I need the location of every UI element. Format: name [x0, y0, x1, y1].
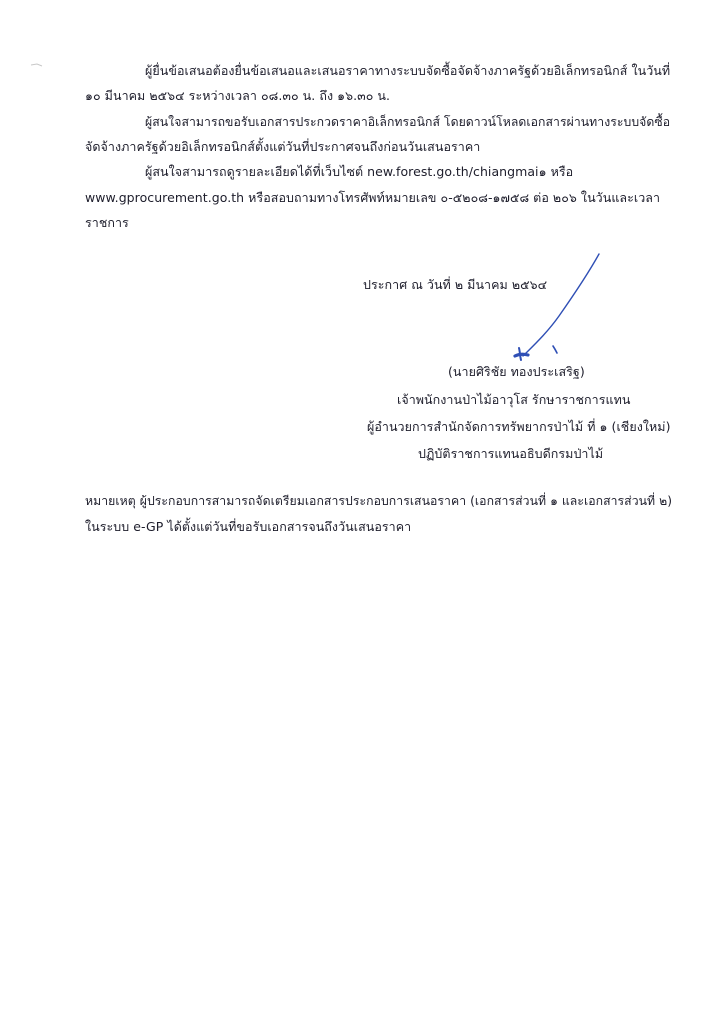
paragraph-1-line-1: ผู้ยื่นข้อเสนอต้องยื่นข้อเสนอและเสนอราคาทางระบบจัดซื้อจัดจ้างภาครัฐด้วยอิเล็กทรอนิกส์ ในวันที่: [145, 63, 671, 78]
signatory-title-line-1: เจ้าพนักงานป่าไม้อาวุโส รักษาราชการแทน: [397, 392, 631, 407]
announcement-date: ประกาศ ณ วันที่ ๒ มีนาคม ๒๕๖๔: [363, 277, 548, 292]
scan-speck-mark: [30, 60, 44, 68]
paragraph-2-line-1: ผู้สนใจสามารถขอรับเอกสารประกวดราคาอิเล็กทรอนิกส์ โดยดาวน์โหลดเอกสารผ่านทางระบบจัดซื้อ: [145, 115, 671, 129]
signatory-name: (นายศิริชัย ทองประเสริฐ): [448, 364, 585, 379]
signatory-title-line-3: ปฏิบัติราชการแทนอธิบดีกรมป่าไม้: [418, 446, 604, 461]
paragraph-2-line-2: จัดจ้างภาครัฐด้วยอิเล็กทรอนิกส์ตั้งแต่วันที่ประกาศจนถึงก่อนวันเสนอราคา: [85, 139, 481, 154]
paragraph-1-line-2: ๑๐ มีนาคม ๒๕๖๔ ระหว่างเวลา ๐๘.๓๐ น. ถึง ๑๖.๓๐ น.: [85, 88, 391, 103]
handwritten-signature: [505, 252, 605, 364]
paragraph-3-line-3: ราชการ: [85, 215, 129, 230]
signatory-title-line-2: ผู้อำนวยการสำนักจัดการทรัพยากรป่าไม้ ที่ ๑ (เชียงใหม่): [367, 419, 671, 434]
note-line-1: หมายเหตุ ผู้ประกอบการสามารถจัดเตรียมเอกสารประกอบการเสนอราคา (เอกสารส่วนที่ ๑ และเอกสารส่วนที่ ๒): [85, 494, 673, 508]
paragraph-3-line-2: www.gprocurement.go.th หรือสอบถามทางโทรศัพท์หมายเลข ๐-๕๒๐๘-๑๗๕๘ ต่อ ๒๐๖ ในวันและเวลา: [85, 190, 661, 205]
paragraph-3-line-1: ผู้สนใจสามารถดูรายละเอียดได้ที่เว็บไซต์ new.forest.go.th/chiangmai๑ หรือ: [145, 164, 574, 179]
note-line-2: ในระบบ e-GP ได้ตั้งแต่วันที่ขอรับเอกสารจนถึงวันเสนอราคา: [85, 519, 412, 534]
